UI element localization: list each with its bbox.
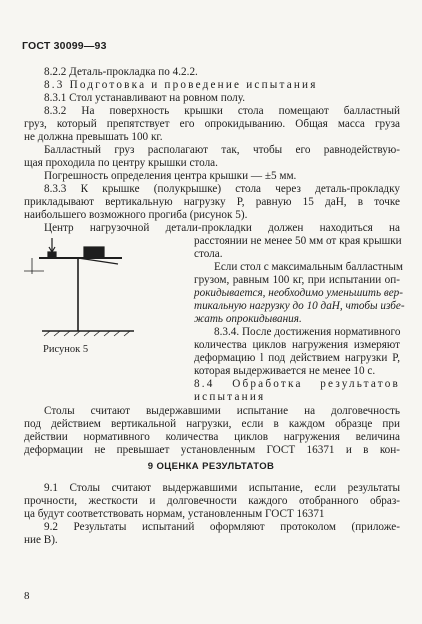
clause-8-2-2: 8.2.2 Деталь-прокладка по 4.2.2. bbox=[44, 66, 198, 78]
body-line: количества циклов нагружения измеряют bbox=[194, 339, 400, 351]
body-line: наибольшего возможного прогиба (рисунок 5). bbox=[24, 209, 248, 221]
body-line: груз, который препятствует его опрокидыванию. Общая масса груза bbox=[24, 118, 400, 130]
body-line: ние В). bbox=[24, 534, 58, 546]
body-line: деформации не превышает установленным ГОСТ 16371 и в кон- bbox=[24, 444, 400, 456]
document-header: ГОСТ 30099—93 bbox=[22, 40, 107, 52]
ballast-weight bbox=[84, 247, 104, 257]
subsection-8-3-heading: 8.3 Подготовка и проведение испытания bbox=[44, 79, 318, 91]
body-line: жать опрокидывания. bbox=[194, 313, 302, 325]
subsection-8-4-heading-cont: испытания bbox=[194, 391, 266, 403]
body-line: ца будут соответствовать нормам, установленным ГОСТ 16371 bbox=[24, 508, 325, 520]
body-line: тикальную нагрузку до 10 даН, чтобы избе- bbox=[194, 300, 405, 312]
clause-8-3-1: 8.3.1 Стол устанавливают на ровном полу. bbox=[44, 92, 246, 104]
body-line: действии нормативного количества циклов нагружения величина bbox=[24, 431, 400, 443]
clause-8-3-3: 8.3.3 К крышке (полукрышке) стола через деталь-прокладку bbox=[44, 183, 400, 195]
body-line: прикладывают вертикальную нагрузку P, равную 15 даН, в точке bbox=[24, 196, 400, 208]
clause-9-2: 9.2 Результаты испытаний оформляют протоколом (приложе- bbox=[44, 521, 400, 533]
subsection-8-4-heading: 8.4 Обработка результатов bbox=[194, 378, 400, 390]
body-line: Балластный груз располагают так, чтобы его равнодействую- bbox=[44, 144, 400, 156]
body-line: деформацию l под действием нагрузки P, bbox=[194, 352, 400, 364]
clause-9-1: 9.1 Столы считают выдержавшими испытание, если результаты bbox=[44, 482, 400, 494]
section-9-title: 9 ОЦЕНКА РЕЗУЛЬТАТОВ bbox=[147, 461, 275, 472]
body-line: щая проходила по центру крышки стола. bbox=[24, 157, 218, 169]
clause-8-3-2: 8.3.2 На поверхность крышки стола помещают балластный bbox=[44, 105, 400, 117]
figure-5-table-test-diagram bbox=[24, 234, 174, 339]
clause-8-3-4: 8.3.4. После достижения нормативного bbox=[214, 326, 401, 338]
page-number: 8 bbox=[24, 590, 30, 602]
body-line: которая выдерживается не менее 10 с. bbox=[194, 365, 376, 377]
body-line: стола. bbox=[194, 248, 223, 260]
body-line: не должна превышать 100 кг. bbox=[24, 131, 163, 143]
body-line: рокидывается, необходимо уменьшить вер- bbox=[194, 287, 403, 299]
body-line: прочности, жесткости и долговечности каждого отобранного образ- bbox=[24, 495, 400, 507]
body-line: расстоянии не менее 50 мм от края крышки bbox=[194, 235, 402, 247]
body-line: Центр нагрузочной детали-прокладки должен находиться на bbox=[44, 222, 400, 234]
body-line: под действием вертикальной нагрузки, если в каждом образце при bbox=[24, 418, 400, 430]
body-line: грузом, равным 100 кг, при испытании оп- bbox=[194, 274, 400, 286]
body-line: Если стол с максимальным балластным bbox=[214, 261, 403, 273]
figure-caption: Рисунок 5 bbox=[43, 344, 89, 355]
body-line: Погрешность определения центра крышки — ±5 мм. bbox=[44, 170, 297, 182]
body-line: Столы считают выдержавшими испытание на долговечность bbox=[44, 405, 400, 417]
